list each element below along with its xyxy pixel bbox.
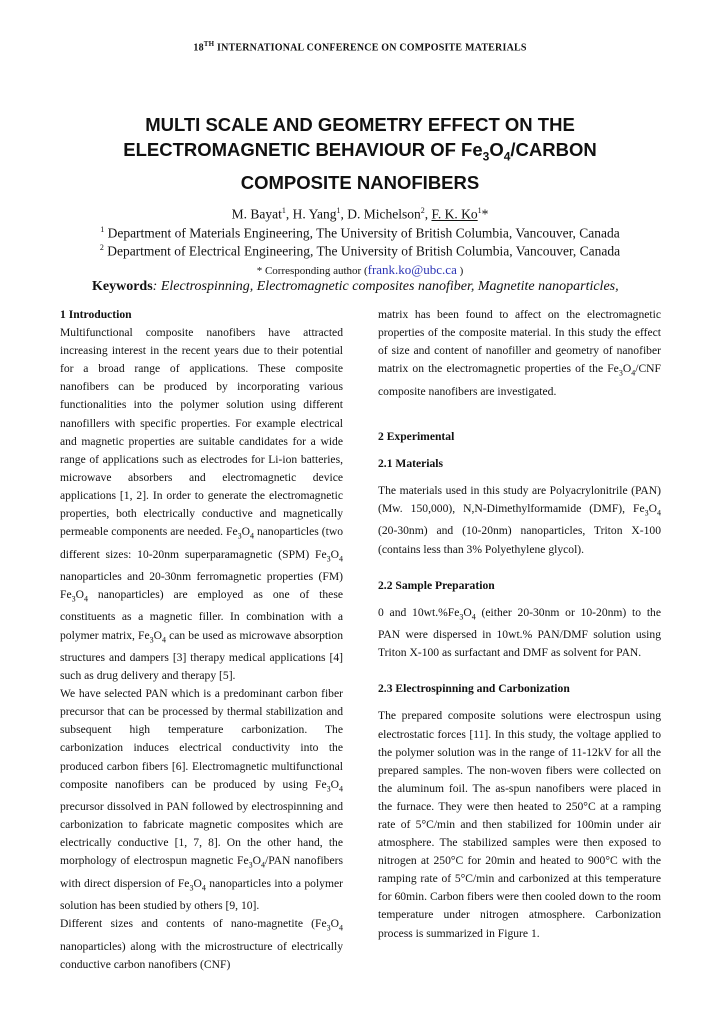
electrospinning-paragraph: The prepared composite solutions were electrospun using electrostatic forces [11]. In this study, the voltage applied to the polymer solution was in the range of 11-12kV for all the prepared samples. The non-woven fibers were collected on the aluminum foil. The as-spun nanofibers were placed in the furnace. They were then heated to 250°C at a ramping rate of 5°C/min and then stabilized for 100min under air atmosphere. The stabilized samples were then exposed to nitrogen at 250°C for 20min and heated to 900°C with the ramping rate of 5°C/min and carbonized at this temperature for 60min. Carbon fibers were then cooled down to the room temperature under nitrogen atmosphere. Carbonization process is summarized in Figure 1. — [378, 709, 661, 940]
intro-paragraph-1: Multifunctional composite nanofibers have attracted increasing interest in the recent years due to their potential for a broad range of applications. These composite nanofibers can be produced by incorporating various functionalities into the polymer solution using different nanofillers with specific properties. For example electrical and magnetic properties are suitable candidates for a wide range of applications such as electrodes for Li-ion batteries, microwave absorbers and electromagnetic device applications [1, 2]. In order to generate the electromagnetic properties, both electrically conductive and magnetically permeable components are needed. $Fe_3O_4$ nanoparticles (two different sizes: 10-20nm superparamagnetic (SPM) $Fe_3O_4$ nanoparticles and 20-30nm ferromagnetic properties (FM) $Fe_3O_4$ nanoparticles) are employed as one of these constituents as a magnetic filler. In combination with a polymer matrix, $Fe_3O_4$ can be used as microwave absorption structures and dampers [3] therapy medical applications [4] such as drug delivery and therapy [5]. — [60, 326, 344, 683]
paper-title: MULTI SCALE AND GEOMETRY EFFECT ON THE ELECTROMAGNETIC BEHAVIOUR OF $Fe_3O_4$/CARBON COMPOSITE NANOFIBERS — [123, 114, 597, 193]
email-link[interactable]: frank.ko@ubc.ca — [367, 262, 457, 277]
right-column — [378, 306, 661, 943]
intro-paragraph-3: Different sizes and contents of nano-magnetite ($Fe_3O_4$ nanoparticles) along with the microstructure of electrically conductive carbon nanofibers (CNF) — [60, 917, 343, 971]
affiliation-1: $^1$ Department of Materials Engineering, The University of British Columbia, Vancouver, Canada — [100, 225, 620, 241]
sample-preparation-paragraph: 0 and $10wt.\%Fe_3O_4$ (either 20-30nm or 10-20nm) to the PAN were dispersed in 10wt.% PAN/DMF solution using Triton X-100 as surfactant and DMF as solvent for PAN. — [378, 605, 661, 660]
author-list: M. Bayat$^1$, H. Yang$^1$, D. Michelson$^2$, F. K. Ko$^1$* — [231, 206, 489, 222]
subsection-heading-materials: 2.1 Materials — [378, 456, 444, 470]
materials-paragraph: The materials used in this study are Polyacrylonitrile (PAN) (Mw. 150,000), N,N-Dimethylformamide (DMF), $Fe_3O_4$ (20-30nm) and (10-20nm) nanoparticles, Triton X-100 (contains less than 3% Polyethylene glycol). — [378, 483, 661, 556]
subsection-heading-sample-preparation: 2.2 Sample Preparation — [378, 578, 495, 592]
section-heading-introduction: 1 Introduction — [60, 308, 132, 321]
keywords: Keywords: Electrospinning, Electromagnetic composites nanofiber, Magnetite nanoparticles, — [92, 279, 619, 294]
intro-paragraph-2: We have selected PAN which is a predominant carbon fiber precursor that can be processed by thermal stabilization and subsequent high temperature carbonization. The carbonization induces electrical conductivity into the produced carbon fibers [6]. Electromagnetic multifunctional composite nanofibers can be produced by using $Fe_3O_4$ precursor dissolved in PAN followed by electrospinning and carbonization to fabricate magnetic composites which are electrically conductive [1, 7, 8]. On the other hand, the morphology of electrospun magnetic $Fe_3O_4$/PAN nanofibers with direct dispersion of $Fe_3O_4$ nanoparticles into a polymer solution has been studied by others [9, 10]. — [60, 687, 343, 913]
left-column — [60, 306, 343, 974]
affiliation-2: $^2$ Department of Electrical Engineering, The University of British Columbia, Vancouver, Canada — [99, 243, 621, 259]
section-heading-experimental: 2 Experimental — [378, 429, 455, 443]
subsection-heading-electrospinning: 2.3 Electrospinning and Carbonization — [378, 682, 570, 696]
corresponding-author: * Corresponding author (frank.ko@ubc.ca ) — [256, 262, 464, 277]
running-header: 18TH INTERNATIONAL CONFERENCE ON COMPOSITE MATERIALS — [193, 40, 527, 54]
intro-continuation: matrix has been found to affect on the electromagnetic properties of the composite material. In this study the effect of size and content of nanofiller and geometry of nanofiber matrix on the electromagnetic properties of the $Fe_3O_4$/CNF composite nanofibers are investigated. — [378, 308, 661, 398]
